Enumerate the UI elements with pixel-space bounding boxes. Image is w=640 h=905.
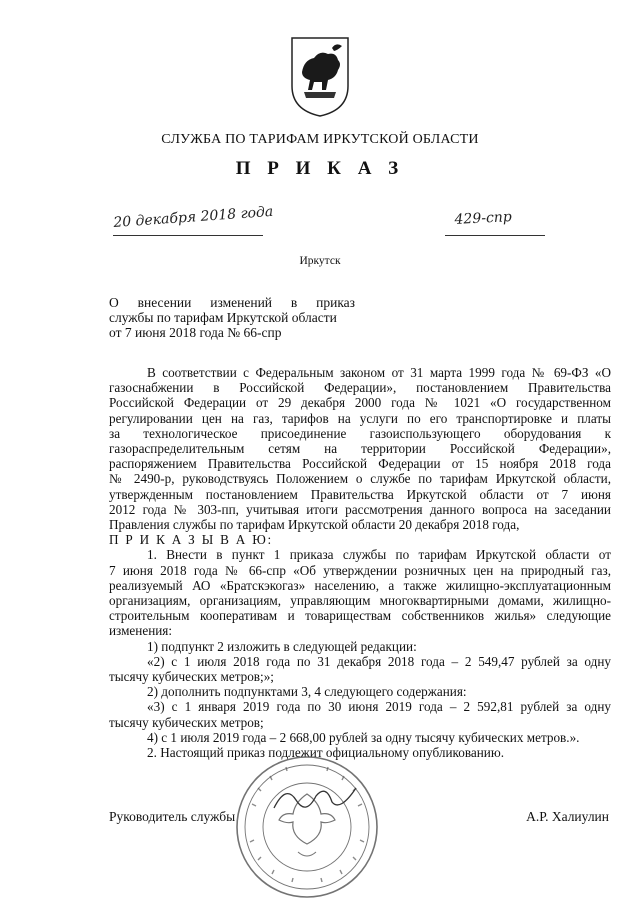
coat-of-arms-emblem	[288, 34, 352, 118]
subitem-2-text: тысячу кубических метров;	[109, 714, 264, 730]
official-seal-stamp	[232, 752, 382, 902]
date-underline	[113, 235, 263, 236]
preamble-line: регулировании цен на газ, тарифов на услуги по его транспортировке и платы	[109, 410, 611, 426]
item1-line: 7 июня 2018 года № 66-спр «Об утверждении розничных цен на природный газ,	[109, 562, 611, 578]
subject-line: службы по тарифам Иркутской области	[109, 310, 337, 325]
order-word: П Р И К А З Ы В А Ю:	[109, 532, 274, 548]
subject-block	[109, 295, 355, 340]
subitem-1: 1) подпункт 2 изложить в следующей редакции:	[147, 638, 417, 654]
document-body	[109, 365, 611, 760]
organization-name: СЛУЖБА ПО ТАРИФАМ ИРКУТСКОЙ ОБЛАСТИ	[161, 132, 479, 147]
preamble-line: утвержденным постановлением Правительства Иркутской области от 7 июня	[109, 486, 611, 502]
signatory-name: А.Р. Халиулин	[526, 809, 609, 824]
preamble-line: Российской Федерации от 29 декабря 2000 года № 1021 «О государственном	[109, 395, 611, 411]
subitem-2-item4: 4) с 1 июля 2019 года – 2 668,00 рублей за одну тысячу кубических метров.».	[147, 729, 580, 745]
item1-line: строительным кооперативам и товариществам собственников жилья» следующие	[109, 608, 611, 624]
handwritten-signature	[270, 778, 360, 818]
document-type-title: П Р И К А З	[235, 158, 405, 179]
item-2: 2. Настоящий приказ подлежит официальному опубликованию.	[147, 745, 505, 761]
subitem-1-text: тысячу кубических метров;»;	[109, 669, 274, 685]
city: Иркутск	[299, 255, 341, 267]
subitem-2: 2) дополнить подпунктами 3, 4 следующего содержания:	[147, 684, 467, 700]
item1-line: организациям, организациям, управляющим многоквартирными домами, жилищно-	[109, 593, 611, 609]
number-underline	[445, 235, 545, 236]
preamble-line: В соответствии с Федеральным законом от 31 марта 1999 года № 69-ФЗ «О	[147, 365, 611, 380]
handwritten-number: 429-спр	[454, 209, 513, 228]
subitem-2-text: «3) с 1 января 2019 года по 30 июня 2019 года – 2 592,81 рублей за одну	[147, 699, 611, 715]
preamble-line: № 2490-р, руководствуясь Положением о службе по тарифам Иркутской области,	[109, 471, 611, 487]
item1-line: изменения:	[109, 623, 173, 639]
subject-line: от 7 июня 2018 года № 66-спр	[109, 325, 282, 340]
subject-line: О внесении изменений в приказ	[109, 295, 355, 310]
preamble-line: распоряжением Правительства Российской Федерации от 15 ноября 2018 года	[109, 456, 611, 472]
signatory-position: Руководитель службы	[109, 809, 236, 824]
subitem-1-text: «2) с 1 июля 2018 года по 31 декабря 2018 года – 2 549,47 рублей за одну	[147, 653, 611, 669]
item1-line: 1. Внести в пункт 1 приказа службы по тарифам Иркутской области от	[147, 547, 611, 563]
handwritten-date: 20 декабря 2018 года	[112, 203, 274, 231]
preamble-line: газоснабжении в Российской Федерации», постановлением Правительства	[109, 380, 611, 396]
preamble-line: за технологическое присоединение газоиспользующего оборудования к	[109, 425, 611, 441]
preamble-line: газораспределительным сетям на территории Российской Федерации»,	[109, 441, 611, 457]
preamble-line: 2012 года № 303-пп, учитывая итоги рассмотрения данного вопроса на заседании	[109, 501, 611, 517]
preamble-line: Правления службы по тарифам Иркутской области 20 декабря 2018 года,	[109, 517, 520, 533]
item1-line: реализуемый АО «Братскэкогаз» населению, а также жилищно-эксплуатационным	[109, 577, 611, 593]
